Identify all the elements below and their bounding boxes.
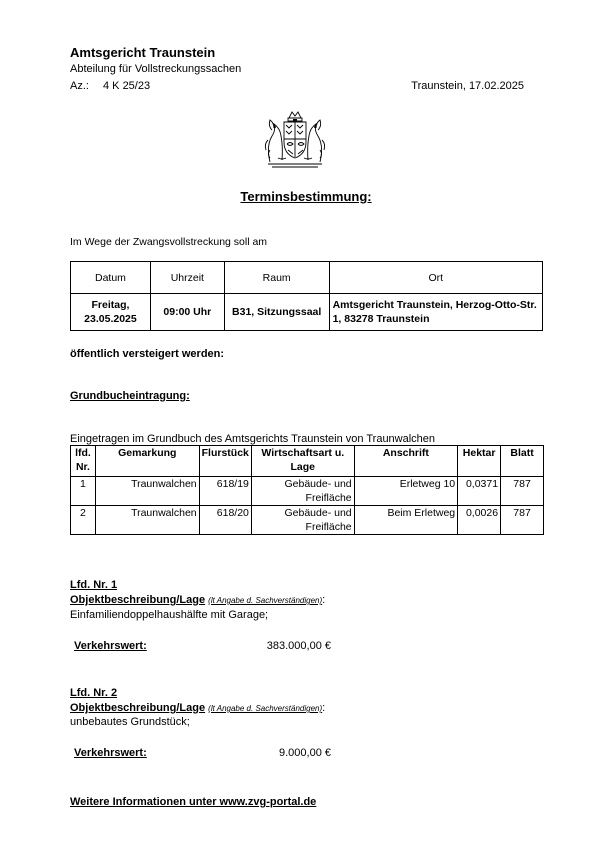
land-register-title: Grundbucheintragung: — [70, 390, 190, 402]
appointment-time: 09:00 Uhr — [150, 294, 224, 331]
cell-sheet: 787 — [501, 506, 544, 535]
header-cell-parcel: Flurstück — [199, 446, 251, 477]
cell-number: 1 — [71, 477, 96, 506]
case-number-label: Az.: — [70, 80, 89, 92]
object-label: Objektbeschreibung/Lage — [70, 594, 206, 606]
header-cell-address: Anschrift — [354, 446, 458, 477]
lot-2-description: unbebautes Grundstück; — [70, 716, 190, 728]
header-cell-date: Datum — [71, 262, 151, 294]
cell-parcel: 618/19 — [199, 477, 251, 506]
appointment-row — [71, 294, 543, 331]
case-number: 4 K 25/23 — [103, 80, 151, 92]
cell-district: Traunwalchen — [95, 506, 199, 535]
lot-2-value-label: Verkehrswert: — [74, 747, 147, 759]
header-cell-time: Uhrzeit — [150, 262, 224, 294]
appointment-place: Amtsgericht Traunstein, Herzog-Otto-Str. 1, 83278 Traunstein — [329, 294, 542, 331]
land-register-intro: Eingetragen im Grundbuch des Amtsgerichts Traunstein von Traunwalchen — [70, 433, 436, 445]
court-name: Amtsgericht Traunstein — [70, 45, 216, 60]
appointment-header-row — [71, 262, 543, 294]
header-cell-number: lfd. Nr. — [71, 446, 96, 477]
object-label: Objektbeschreibung/Lage — [70, 702, 206, 714]
footer-info-link[interactable]: Weitere Informationen unter www.zvg-portal.de — [70, 796, 317, 808]
table-row — [71, 477, 544, 506]
cell-parcel: 618/20 — [199, 506, 251, 535]
lot-1-number: Lfd. Nr. 1 — [70, 579, 118, 591]
object-colon: : — [322, 594, 326, 606]
lot-2-number: Lfd. Nr. 2 — [70, 687, 118, 699]
cell-address: Erletweg 10 — [354, 477, 458, 506]
table-row — [71, 506, 544, 535]
auction-statement: öffentlich versteigert werden: — [70, 348, 225, 360]
cell-address: Beim Erletweg — [354, 506, 458, 535]
land-register-table — [70, 445, 544, 535]
cell-number: 2 — [71, 506, 96, 535]
bavarian-coat-of-arms-icon — [262, 110, 328, 170]
object-colon: : — [322, 702, 326, 714]
cell-land-use: Gebäude- und Freifläche — [251, 506, 354, 535]
lot-1-value: 383.000,00 € — [266, 640, 331, 652]
lot-2-value: 9.000,00 € — [279, 747, 331, 759]
object-note: (lt Angabe d. Sachverständigen) — [208, 596, 323, 605]
lot-1-description-label — [70, 594, 325, 606]
header-cell-sheet: Blatt — [501, 446, 544, 477]
header-cell-place: Ort — [329, 262, 542, 294]
header-cell-district: Gemarkung — [95, 446, 199, 477]
cell-district: Traunwalchen — [95, 477, 199, 506]
cell-land-use: Gebäude- und Freifläche — [251, 477, 354, 506]
appointment-date: Freitag, 23.05.2025 — [71, 294, 151, 331]
lot-1-description: Einfamiliendoppelhaushälfte mit Garage; — [70, 609, 269, 621]
header-cell-hectare: Hektar — [458, 446, 501, 477]
cell-sheet: 787 — [501, 477, 544, 506]
land-register-header-row — [71, 446, 544, 477]
document-heading: Terminsbestimmung: — [240, 189, 372, 204]
appointment-table — [70, 261, 543, 331]
appointment-room: B31, Sitzungssaal — [224, 294, 329, 331]
lot-1-value-label: Verkehrswert: — [74, 640, 147, 652]
cell-hectare: 0,0371 — [458, 477, 501, 506]
object-note: (lt Angabe d. Sachverständigen) — [208, 704, 323, 713]
court-department: Abteilung für Vollstreckungssachen — [70, 63, 242, 75]
lot-2-description-label — [70, 702, 325, 714]
header-cell-land-use: Wirtschaftsart u. Lage — [251, 446, 354, 477]
header-cell-room: Raum — [224, 262, 329, 294]
intro-text: Im Wege der Zwangsvollstreckung soll am — [70, 236, 268, 248]
cell-hectare: 0,0026 — [458, 506, 501, 535]
place-date: Traunstein, 17.02.2025 — [411, 80, 524, 92]
